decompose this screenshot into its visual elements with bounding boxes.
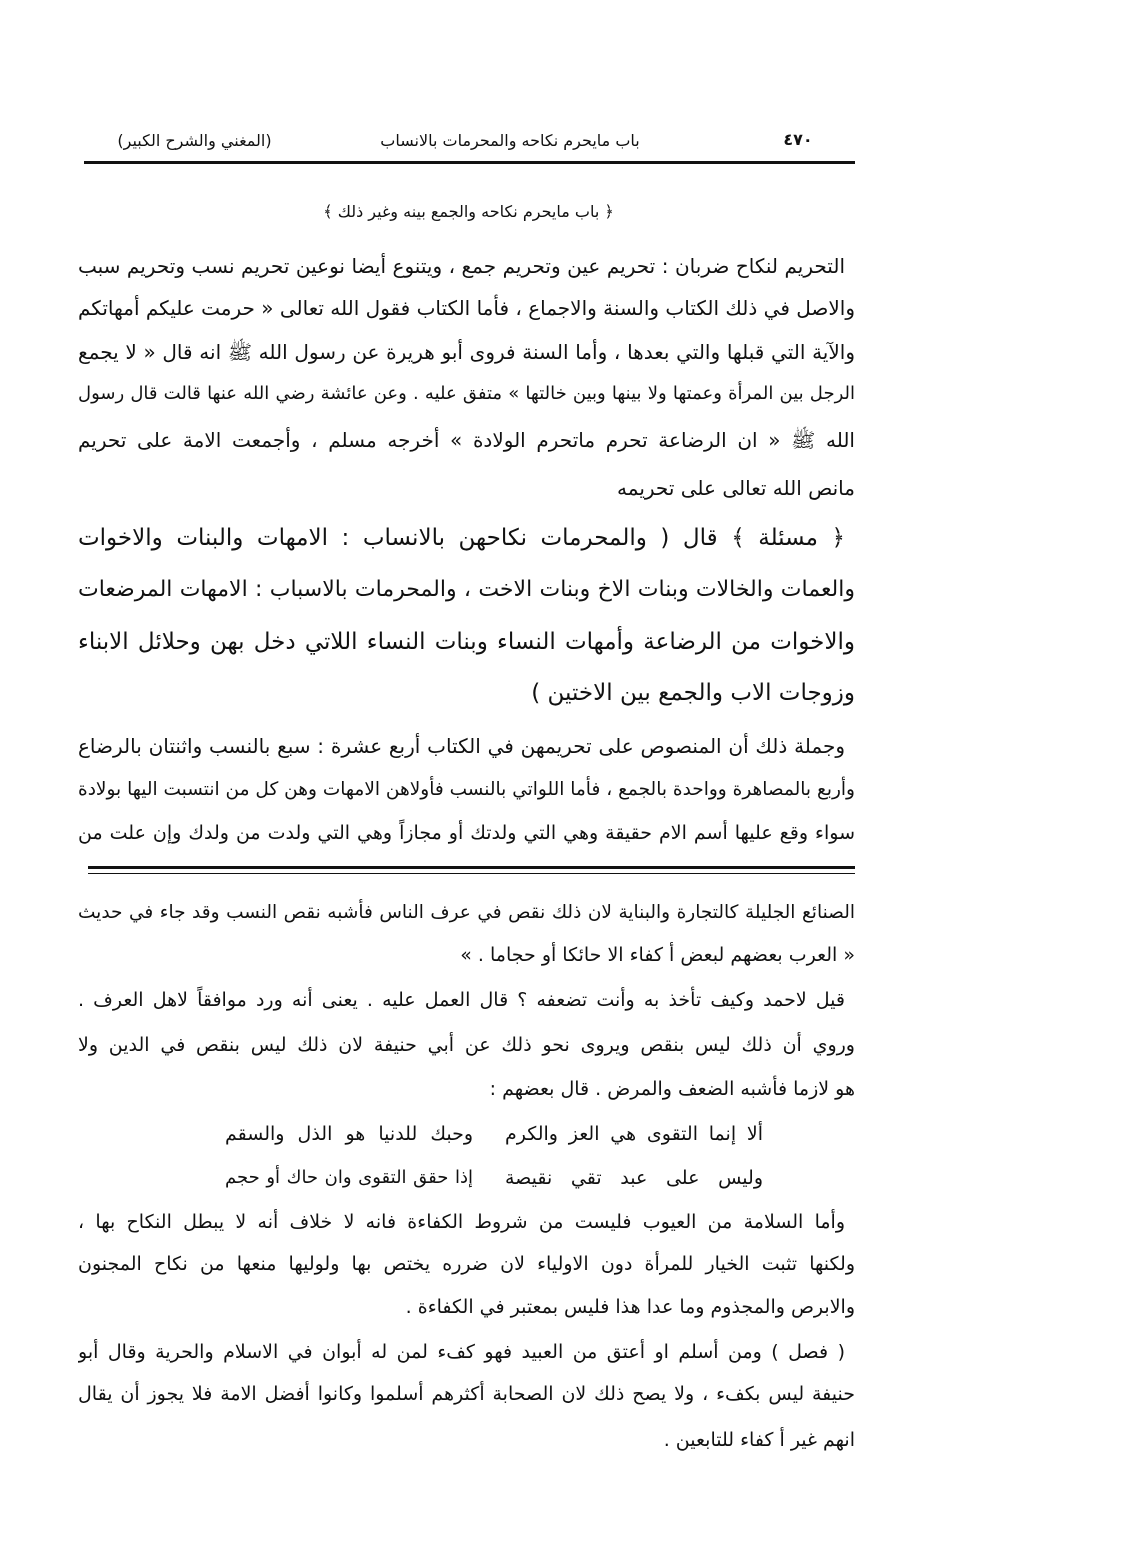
text-line: سواء وقع عليها أسم الام حقيقة وهي التي ولدتك أو مجازاً وهي التي ولدت من ولدك وإن علت من: [78, 822, 855, 844]
text-line: وجملة ذلك أن المنصوص على تحريمهن في الكتاب أربع عشرة : سبع بالنسب واثنتان بالرضاع: [78, 734, 845, 758]
section-divider-thin: [88, 873, 855, 874]
masala-line: ﴿ مسئلة ﴾ قال ( والمحرمات نكاحهن بالانساب : الامهات والبنات والاخوات: [78, 525, 845, 551]
chapter-title: ﴿ باب مايحرم نكاحه والجمع بينه وغير ذلك ﴾: [323, 202, 614, 221]
footnote-line: انهم غير أ كفاء للتابعين .: [663, 1429, 855, 1451]
text-line: الرجل بين المرأة وعمتها ولا بينها وبين خالتها » متفق عليه . وعن عائشة رضي الله عنها قالت قال رسول: [78, 383, 855, 404]
footnote-line: حنيفة ليس بكفء ، ولا يصح ذلك لان الصحابة أكثرهم أسلموا وكانوا أفضل الامة فلا يجوز أن يقال: [78, 1383, 855, 1405]
footnote-line: وأما السلامة من العيوب فليست من شروط الكفاءة فانه لا خلاف أنه لا يبطل النكاح بها ،: [78, 1211, 845, 1233]
footnote-line: ( فصل ) ومن أسلم او أعتق من العبيد فهو كفء لمن له أبوان في الاسلام والحرية وقال أبو: [78, 1341, 845, 1363]
text-line: الله ﷺ « ان الرضاعة تحرم ماتحرم الولادة » أخرجه مسلم ، وأجمعت الامة على تحريم: [78, 428, 855, 452]
running-head-book: (المغني والشرح الكبير): [117, 131, 272, 150]
masala-line: والاخوات من الرضاعة وأمهات النساء وبنات النساء اللاتي دخل بهن وحلائل الابناء: [78, 629, 855, 655]
text-line: والآية التي قبلها والتي بعدها ، وأما السنة فروى أبو هريرة عن رسول الله ﷺ انه قال « لا يجمع: [78, 340, 855, 364]
text-line: والاصل في ذلك الكتاب والسنة والاجماع ، فأما الكتاب فقول الله تعالى « حرمت عليكم أمهاتكم: [78, 296, 855, 320]
masala-line: والعمات والخالات وبنات الاخ وبنات الاخت ، والمحرمات بالاسباب : الامهات المرضعات: [78, 577, 855, 602]
footnote-line: هو لازما فأشبه الضعف والمرض . قال بعضهم :: [489, 1078, 855, 1100]
section-divider: [88, 866, 855, 869]
poem-hemistich: ألا إنما التقوى هي العز والكرم: [505, 1123, 763, 1145]
poem-hemistich: وليس على عبد تقي نقيصة: [505, 1167, 763, 1189]
text-line: مانص الله تعالى على تحريمه: [617, 476, 855, 500]
footnote-line: وروي أن ذلك ليس بنقص ويروى نحو ذلك عن أبي حنيفة لان ذلك ليس بنقص في الدين ولا: [78, 1034, 855, 1056]
running-head-chapter: باب مايحرم نكاحه والمحرمات بالانساب: [380, 131, 640, 150]
footnote-line: قيل لاحمد وكيف تأخذ به وأنت تضعفه ؟ قال العمل عليه . يعنى أنه ورد موافقاً لاهل العرف .: [78, 989, 845, 1011]
poem-hemistich: إذا حقق التقوى وان حاك أو حجم: [225, 1167, 473, 1188]
footnote-line: والابرص والمجذوم وما عدا هذا فليس بمعتبر في الكفاءة .: [405, 1296, 855, 1318]
header-rule: [84, 161, 855, 164]
page-number: ٤٧٠: [783, 130, 813, 149]
footnote-line: الصنائع الجليلة كالتجارة والبناية لان ذلك نقص في عرف الناس فأشبه نقص النسب وقد جاء في حديث: [78, 902, 855, 923]
footnote-line: ولكنها تثبت الخيار للمرأة دون الاولياء لان ضرره يختص بها ولوليها منعها من نكاح المجنون: [78, 1253, 855, 1275]
text-line: وأربع بالمصاهرة وواحدة بالجمع ، فأما اللواتي بالنسب فأولاهن الامهات وهن كل من انتسبت اليها بولادة: [78, 779, 855, 800]
text-line: التحريم لنكاح ضربان : تحريم عين وتحريم جمع ، ويتنوع أيضا نوعين تحريم نسب وتحريم سبب: [78, 254, 845, 278]
poem-hemistich: وحبك للدنيا هو الذل والسقم: [225, 1123, 473, 1145]
footnote-line: « العرب بعضهم لبعض أ كفاء الا حائكا أو حجاما . »: [460, 944, 855, 966]
masala-line: وزوجات الاب والجمع بين الاختين ): [531, 680, 855, 706]
